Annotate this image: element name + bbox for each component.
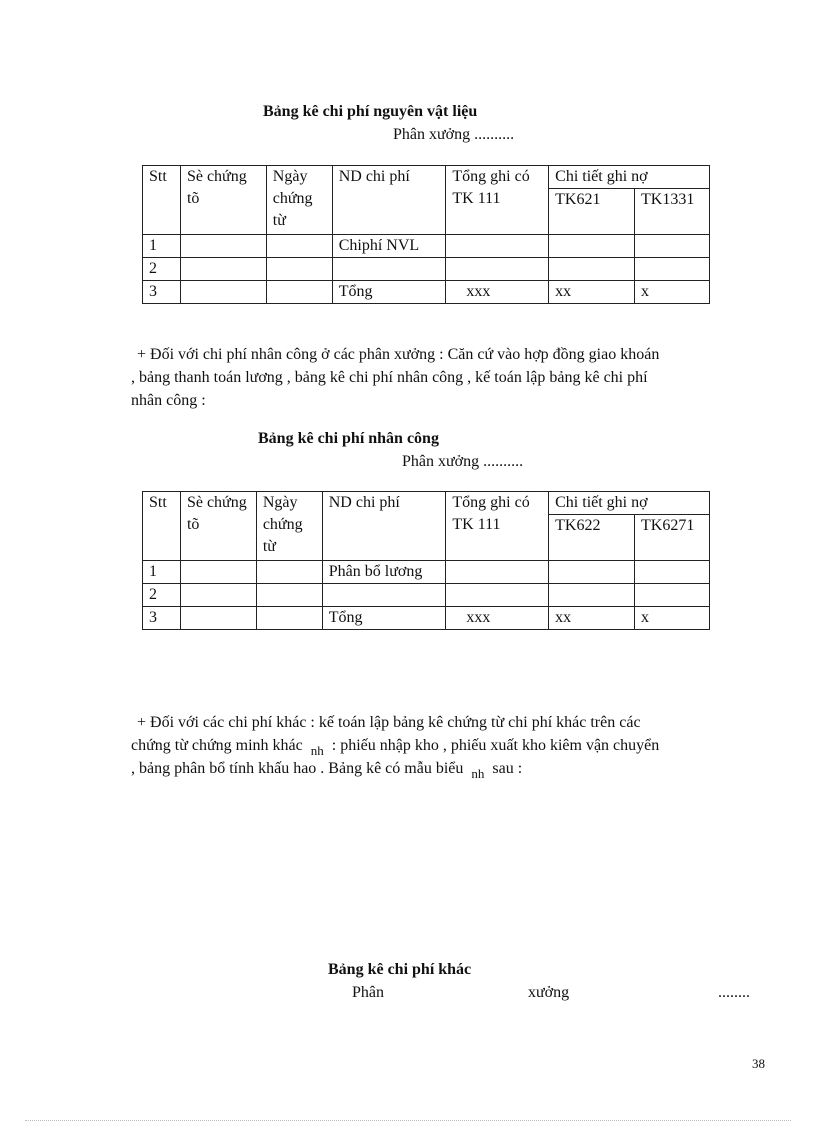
table1-subtitle: Phân xưởng .......... bbox=[393, 126, 515, 143]
header-acc1: TK622 bbox=[549, 515, 635, 561]
subscript-fragment: nh bbox=[471, 766, 485, 781]
cell-content bbox=[322, 584, 446, 607]
cell-acc2: x bbox=[634, 607, 709, 630]
text-fragment: sau : bbox=[492, 760, 523, 777]
labor-cost-paragraph bbox=[131, 343, 757, 412]
cell-date bbox=[266, 258, 332, 281]
cell-date bbox=[256, 584, 322, 607]
page-bottom-divider bbox=[25, 1120, 791, 1121]
cell-total bbox=[446, 258, 549, 281]
cell-acc2 bbox=[634, 584, 709, 607]
cell-total: xxx bbox=[446, 281, 549, 304]
cell-acc1 bbox=[549, 235, 635, 258]
text-fragment: : phiếu nhập kho , phiếu xuất kho kiêm vận chuyển bbox=[331, 737, 660, 754]
table-row bbox=[143, 584, 710, 607]
table-row bbox=[143, 561, 710, 584]
paragraph-line bbox=[131, 757, 757, 780]
labor-cost-table bbox=[142, 491, 710, 630]
cell-acc1 bbox=[549, 561, 635, 584]
header-acc1: TK621 bbox=[549, 189, 635, 235]
cell-date bbox=[266, 281, 332, 304]
cell-acc1 bbox=[549, 258, 635, 281]
table3-sub-word2: xưởng bbox=[528, 984, 570, 1001]
table-header-row bbox=[143, 166, 710, 189]
table3-title: Bảng kê chi phí khác bbox=[328, 961, 472, 978]
paragraph-line: + Đối với các chi phí khác : kế toán lập bảng kê chứng từ chi phí khác trên các bbox=[137, 714, 641, 731]
material-cost-table bbox=[142, 165, 710, 304]
cell-acc2: x bbox=[635, 281, 710, 304]
paragraph-line: nhân công : bbox=[131, 392, 206, 409]
header-date: Ngày chứng từ bbox=[256, 492, 322, 561]
table3-sub-word1: Phân bbox=[352, 984, 384, 1001]
cell-doc bbox=[180, 235, 266, 258]
cell-date bbox=[256, 561, 322, 584]
cell-content: Tổng bbox=[332, 281, 446, 304]
cell-stt: 2 bbox=[143, 584, 181, 607]
cell-total bbox=[446, 235, 549, 258]
header-detail: Chi tiết ghi nợ bbox=[549, 492, 710, 515]
text-fragment: , bảng phân bổ tính khấu hao . Bảng kê có mẫu biểu bbox=[131, 760, 464, 777]
cell-doc bbox=[180, 584, 256, 607]
header-stt: Stt bbox=[143, 166, 181, 235]
cell-date bbox=[266, 235, 332, 258]
text-fragment: chứng từ chứng minh khác bbox=[131, 737, 303, 754]
cell-doc bbox=[180, 281, 266, 304]
cell-doc bbox=[180, 561, 256, 584]
cell-stt: 3 bbox=[143, 607, 181, 630]
header-date: Ngày chứng từ bbox=[266, 166, 332, 235]
header-stt: Stt bbox=[143, 492, 181, 561]
cell-content: Tổng bbox=[322, 607, 446, 630]
header-doc: Sè chứng tõ bbox=[180, 166, 266, 235]
header-acc2: TK6271 bbox=[634, 515, 709, 561]
table-header-row bbox=[143, 492, 710, 515]
cell-doc bbox=[180, 607, 256, 630]
cell-total bbox=[446, 584, 549, 607]
cell-content: Chiphí NVL bbox=[332, 235, 446, 258]
table-row bbox=[143, 281, 710, 304]
cell-content bbox=[332, 258, 446, 281]
cell-total bbox=[446, 561, 549, 584]
cell-acc1: xx bbox=[549, 281, 635, 304]
header-total: Tổng ghi có TK 111 bbox=[446, 492, 549, 561]
page-number: 38 bbox=[752, 1056, 765, 1071]
header-doc: Sè chứng tõ bbox=[180, 492, 256, 561]
header-detail: Chi tiết ghi nợ bbox=[549, 166, 710, 189]
cell-stt: 2 bbox=[143, 258, 181, 281]
cell-content: Phân bổ lương bbox=[322, 561, 446, 584]
cell-date bbox=[256, 607, 322, 630]
other-cost-paragraph bbox=[131, 711, 757, 780]
cell-acc2 bbox=[634, 561, 709, 584]
cell-acc1 bbox=[549, 584, 635, 607]
table1-title: Bảng kê chi phí nguyên vật liệu bbox=[263, 103, 478, 120]
cell-stt: 3 bbox=[143, 281, 181, 304]
cell-acc2 bbox=[635, 258, 710, 281]
paragraph-line: + Đối với chi phí nhân công ở các phân xưởng : Căn cứ vào hợp đồng giao khoán bbox=[137, 346, 660, 363]
header-content: ND chi phí bbox=[332, 166, 446, 235]
table-row bbox=[143, 258, 710, 281]
cell-stt: 1 bbox=[143, 561, 181, 584]
table-row bbox=[143, 235, 710, 258]
subscript-fragment: nh bbox=[310, 743, 324, 758]
header-acc2: TK1331 bbox=[635, 189, 710, 235]
cell-acc1: xx bbox=[549, 607, 635, 630]
table3-sub-dots: ........ bbox=[718, 984, 750, 1001]
paragraph-line: , bảng thanh toán lương , bảng kê chi phí nhân công , kế toán lập bảng kê chi phí bbox=[131, 369, 648, 386]
cell-doc bbox=[180, 258, 266, 281]
table2-subtitle: Phân xưởng .......... bbox=[402, 453, 524, 470]
table-row bbox=[143, 607, 710, 630]
cell-acc2 bbox=[635, 235, 710, 258]
paragraph-line bbox=[131, 734, 757, 757]
cell-total: xxx bbox=[446, 607, 549, 630]
header-content: ND chi phí bbox=[322, 492, 446, 561]
cell-stt: 1 bbox=[143, 235, 181, 258]
header-total: Tổng ghi có TK 111 bbox=[446, 166, 549, 235]
table2-title: Bảng kê chi phí nhân công bbox=[258, 430, 439, 447]
